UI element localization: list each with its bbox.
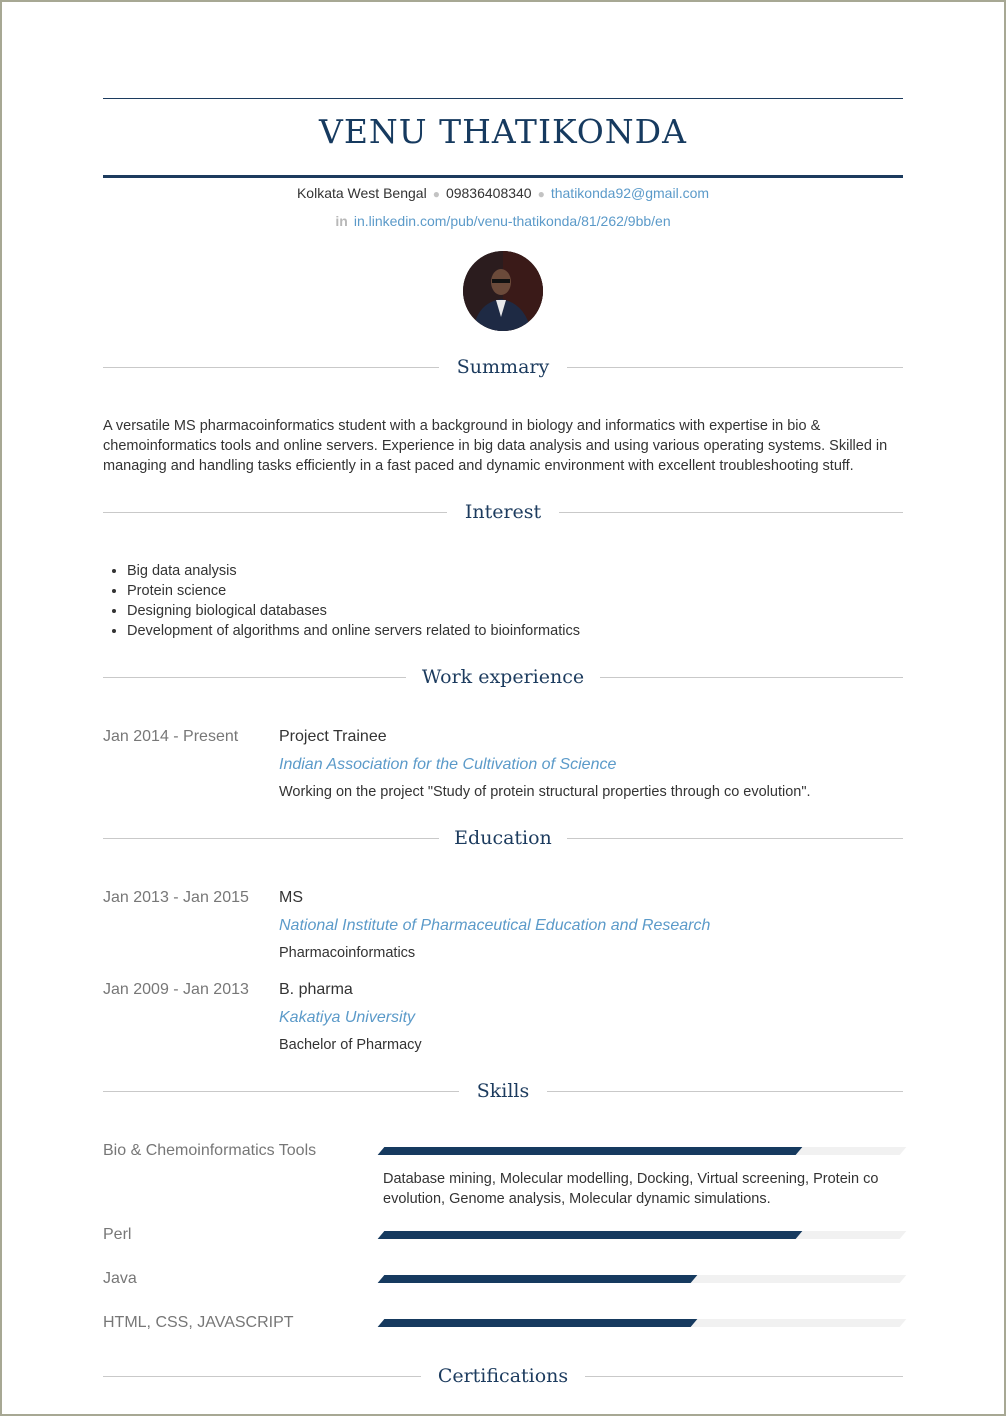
skill-name: Bio & Chemoinformatics Tools [103, 1142, 317, 1159]
location: Kolkata West Bengal [296, 185, 427, 201]
skill-level-fill [378, 1231, 802, 1239]
header-bottom-rule [103, 175, 903, 178]
header-top-rule [103, 98, 903, 99]
work-title: Project Trainee [279, 728, 387, 745]
separator-dot: ● [537, 187, 545, 201]
education-dates: Jan 2009 - Jan 2013 [103, 981, 249, 998]
section-title: Education [454, 827, 552, 849]
phone: 09836408340 [445, 185, 532, 201]
section-work-experience [103, 666, 903, 690]
skill-level-fill [378, 1147, 802, 1155]
section-interest [103, 501, 903, 525]
work-dates: Jan 2014 - Present [103, 728, 239, 745]
summary-text: A versatile MS pharmacoinformatics student with a background in biology and informatics with expertise in bio & chemoinformatics tools and online servers. Experience in big data analysis and using various operating systems. Skilled in managing and handling tasks efficiently in a fast paced and dynamic environment with excellent troubleshooting stuff. [103, 418, 888, 474]
skill-bar [378, 1147, 907, 1155]
interest-list [103, 561, 927, 641]
section-title: Work experience [421, 666, 585, 688]
education-dates: Jan 2013 - Jan 2015 [103, 889, 249, 906]
skill-level-fill [378, 1319, 698, 1327]
profile-photo [463, 251, 543, 331]
education-field: Bachelor of Pharmacy [279, 1037, 422, 1053]
linkedin-line [103, 213, 903, 229]
separator-dot: ● [432, 187, 440, 201]
avatar [463, 251, 543, 331]
education-field: Pharmacoinformatics [279, 945, 416, 961]
section-title: Interest [464, 501, 542, 523]
section-summary [103, 356, 903, 380]
email-link[interactable]: thatikonda92@gmail.com [550, 185, 710, 201]
work-description: Working on the project "Study of protein structural properties through co evolution". [279, 784, 811, 800]
linkedin-link[interactable]: in.linkedin.com/pub/venu-thatikonda/81/262/9bb/en [353, 213, 671, 229]
list-item: • Designing biological databases [127, 601, 927, 621]
section-certifications [103, 1365, 903, 1389]
resume [103, 0, 903, 1416]
list-item: • Development of algorithms and online servers related to bioinformatics [127, 621, 927, 641]
skill-description: Database mining, Molecular modelling, Docking, Virtual screening, Protein co evolution, Genome analysis, Molecular dynamic simulations. [383, 1171, 879, 1207]
section-title: Summary [456, 356, 550, 378]
list-item: • Protein science [127, 581, 927, 601]
section-title: Skills [476, 1080, 530, 1102]
education-school: National Institute of Pharmaceutical Education and Research [279, 917, 711, 934]
skill-name: Perl [103, 1226, 132, 1243]
work-organization: Indian Association for the Cultivation of Science [279, 756, 617, 773]
section-education [103, 827, 903, 851]
section-skills [103, 1080, 903, 1104]
education-degree: MS [279, 889, 303, 906]
skill-bar [378, 1319, 907, 1327]
skill-bar [378, 1275, 907, 1283]
skill-name: HTML, CSS, JAVASCRIPT [103, 1314, 294, 1331]
linkedin-icon: in [335, 213, 348, 229]
list-item: • Big data analysis [127, 561, 927, 581]
skill-name: Java [103, 1270, 137, 1287]
candidate-name: VENU THATIKONDA [319, 112, 687, 151]
education-school: Kakatiya University [279, 1009, 416, 1026]
contact-line [103, 185, 903, 201]
skill-bar [378, 1231, 907, 1239]
section-title: Certifications [437, 1365, 569, 1387]
skill-level-fill [378, 1275, 698, 1283]
education-degree: B. pharma [279, 981, 353, 998]
